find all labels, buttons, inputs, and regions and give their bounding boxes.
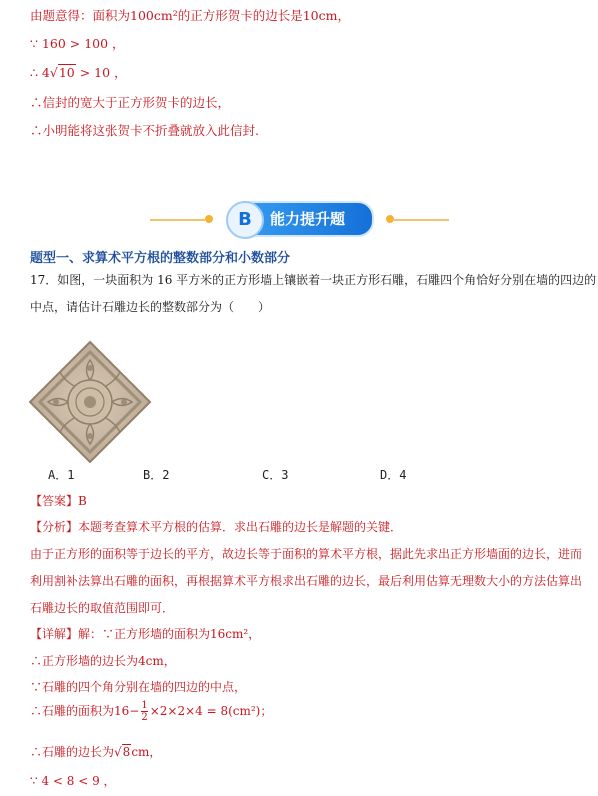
solution-line-4: ∴信封的宽大于正方形贺卡的边长， [30,95,231,110]
section-banner [200,201,396,237]
solution-line-2: ∵ 160 > 100 ， [30,36,125,51]
analysis-line-4: 石雕边长的取值范围即可． [30,601,175,615]
option-a[interactable]: A．1 [48,468,75,482]
detail-line-4 [30,700,272,723]
radicand-8: 8 [122,745,131,759]
side-length-suffix: cm， [131,745,162,759]
banner-title: 能力提升题 [270,210,346,228]
option-c[interactable]: C．3 [262,468,289,482]
solution-line-1: 由题意得：面积为100cm²的正方形贺卡的边长是10cm， [30,8,350,23]
banner-letter-badge: B [226,201,264,239]
sqrt-10: √10 [49,65,75,80]
option-b[interactable]: B．2 [143,468,170,482]
analysis-line-2: 由于正方形的面积等于边长的平方，故边长等于面积的算术平方根，据此先求出正方形墙面的边长，进而 [30,547,583,561]
option-d[interactable]: D．4 [380,468,407,482]
area-expr-suffix: ×2×2×4 = 8(cm²)； [149,704,273,718]
answer-line: 【答案】B [30,494,87,508]
fraction-denominator: 2 [141,712,148,723]
sqrt-8: √8 [114,745,131,759]
detail-line-1 [30,625,260,642]
section-heading: 题型一、求算术平方根的整数部分和小数部分 [30,251,291,266]
detail-text-1: ∵正方形墙的面积为16cm²， [102,627,261,641]
fraction-one-half [141,700,147,723]
solution-line-5: ∴小明能将这张贺卡不折叠就放入此信封. [30,123,259,138]
radicand-10: 10 [58,65,75,80]
banner-pill [230,201,374,237]
area-expr-prefix: ∴石雕的面积为16− [30,704,140,718]
detail-line-3: ∵石雕的四个角分别在墙的四边的中点， [30,680,247,694]
line3-prefix: ∴ 4 [30,65,50,80]
analysis-line-3: 利用割补法算出石雕的面积，再根据算术平方根求出石雕的边长，最后利用估算无理数大小的方法估算出 [30,574,583,588]
side-length-prefix: ∴石雕的边长为 [30,745,115,759]
detail-line-6: ∵ 4 < 8 < 9 ， [30,774,116,788]
stone-carving-image [28,340,152,464]
question-line-2: 中点，请估计石雕边长的整数部分为（ ） [30,300,271,314]
detail-label: 【详解】解： [30,627,103,641]
detail-line-2: ∴正方形墙的边长为4cm， [30,654,176,668]
banner-right-line [394,219,449,221]
banner-left-line [150,219,205,221]
analysis-line-1: 【分析】本题考查算术平方根的估算．求出石雕的边长是解题的关键． [30,520,403,534]
line3-suffix: > 10 ， [75,65,127,80]
detail-line-5 [30,743,161,760]
fraction-numerator: 1 [141,700,148,711]
solution-line-3 [30,63,127,81]
question-line-1: 17．如图，一块面积为 16 平方米的正方形墙上镶嵌着一块正方形石雕，石雕四个角恰好分别在墙的四边的 [30,273,597,287]
